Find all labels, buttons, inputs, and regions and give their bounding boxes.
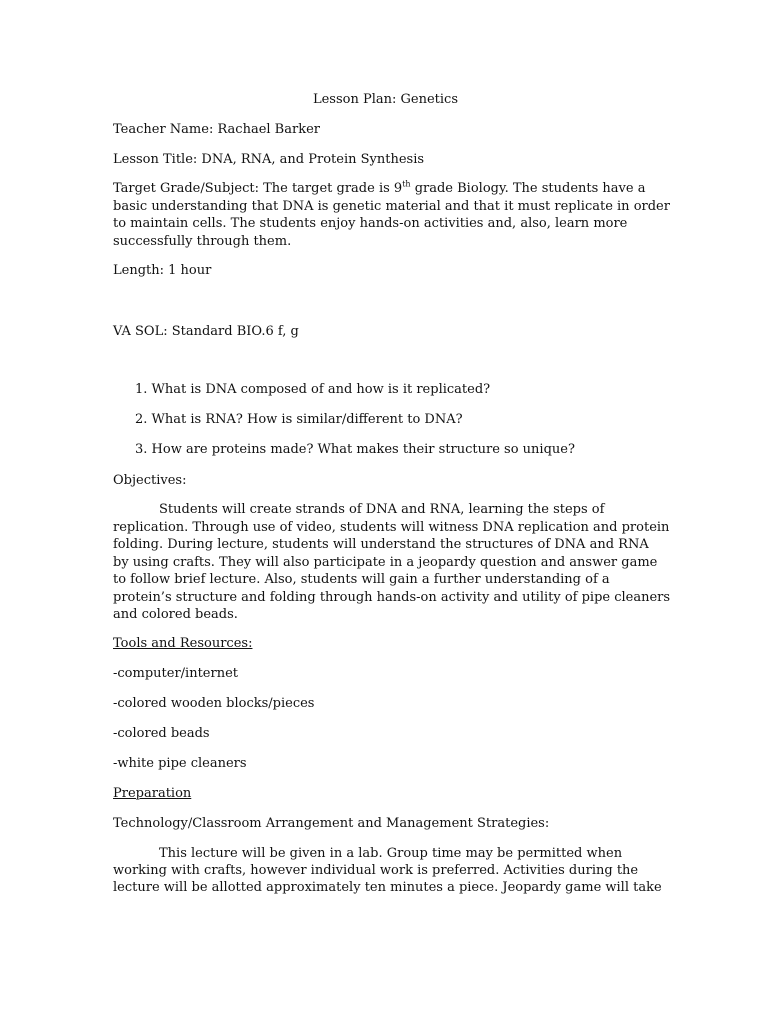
tech-line: working with crafts, however individual work is preferred. Activities during the [113, 863, 639, 878]
tech-line: This lecture will be given in a lab. Group time may be permitted when [159, 846, 623, 861]
objectives-heading: Objectives: [113, 473, 187, 488]
question-3: 3. How are proteins made? What makes their structure so unique? [135, 442, 575, 457]
target-line-1 [113, 180, 645, 198]
tool-item: -colored beads [113, 726, 210, 741]
question-2: 2. What is RNA? How is similar/different to DNA? [135, 412, 463, 427]
lesson-title: Lesson Title: DNA, RNA, and Protein Synthesis [113, 152, 425, 167]
tech-heading: Technology/Classroom Arrangement and Management Strategies: [113, 816, 550, 831]
document-title: Lesson Plan: Genetics [312, 92, 459, 107]
objectives-line: and colored beads. [113, 607, 238, 622]
tech-line: lecture will be allotted approximately ten minutes a piece. Jeopardy game will take [113, 880, 662, 895]
objectives-line: Students will create strands of DNA and RNA, learning the steps of [159, 502, 605, 517]
tool-item: -computer/internet [113, 666, 238, 681]
tool-item: -colored wooden blocks/pieces [113, 696, 315, 711]
target-line-3: to maintain cells. The students enjoy hands-on activities and, also, learn more [113, 216, 628, 231]
length-line: Length: 1 hour [113, 263, 212, 278]
question-1: 1. What is DNA composed of and how is it replicated? [135, 382, 491, 397]
target-line-4: successfully through them. [113, 234, 292, 249]
objectives-line: folding. During lecture, students will understand the structures of DNA and RNA [113, 537, 649, 552]
document-page [113, 0, 671, 1024]
teacher-name: Teacher Name: Rachael Barker [113, 122, 320, 137]
target-line-1-sup: th [402, 179, 411, 189]
objectives-line: replication. Through use of video, students will witness DNA replication and protein [113, 520, 670, 535]
objectives-line: by using crafts. They will also participate in a jeopardy question and answer game [113, 555, 658, 570]
objectives-line: protein’s structure and folding through hands-on activity and utility of pipe cleaners [113, 590, 671, 605]
preparation-heading: Preparation [113, 786, 192, 801]
target-line-2: basic understanding that DNA is genetic material and that it must replicate in order [113, 199, 670, 214]
tools-heading: Tools and Resources: [113, 636, 253, 651]
target-line-1-a: Target Grade/Subject: The target grade is 9 [113, 181, 403, 196]
objectives-line: to follow brief lecture. Also, students will gain a further understanding of a [113, 572, 610, 587]
tool-item: -white pipe cleaners [113, 756, 247, 771]
sol-line: VA SOL: Standard BIO.6 f, g [113, 324, 299, 339]
target-line-1-b: grade Biology. The students have a [410, 181, 646, 196]
